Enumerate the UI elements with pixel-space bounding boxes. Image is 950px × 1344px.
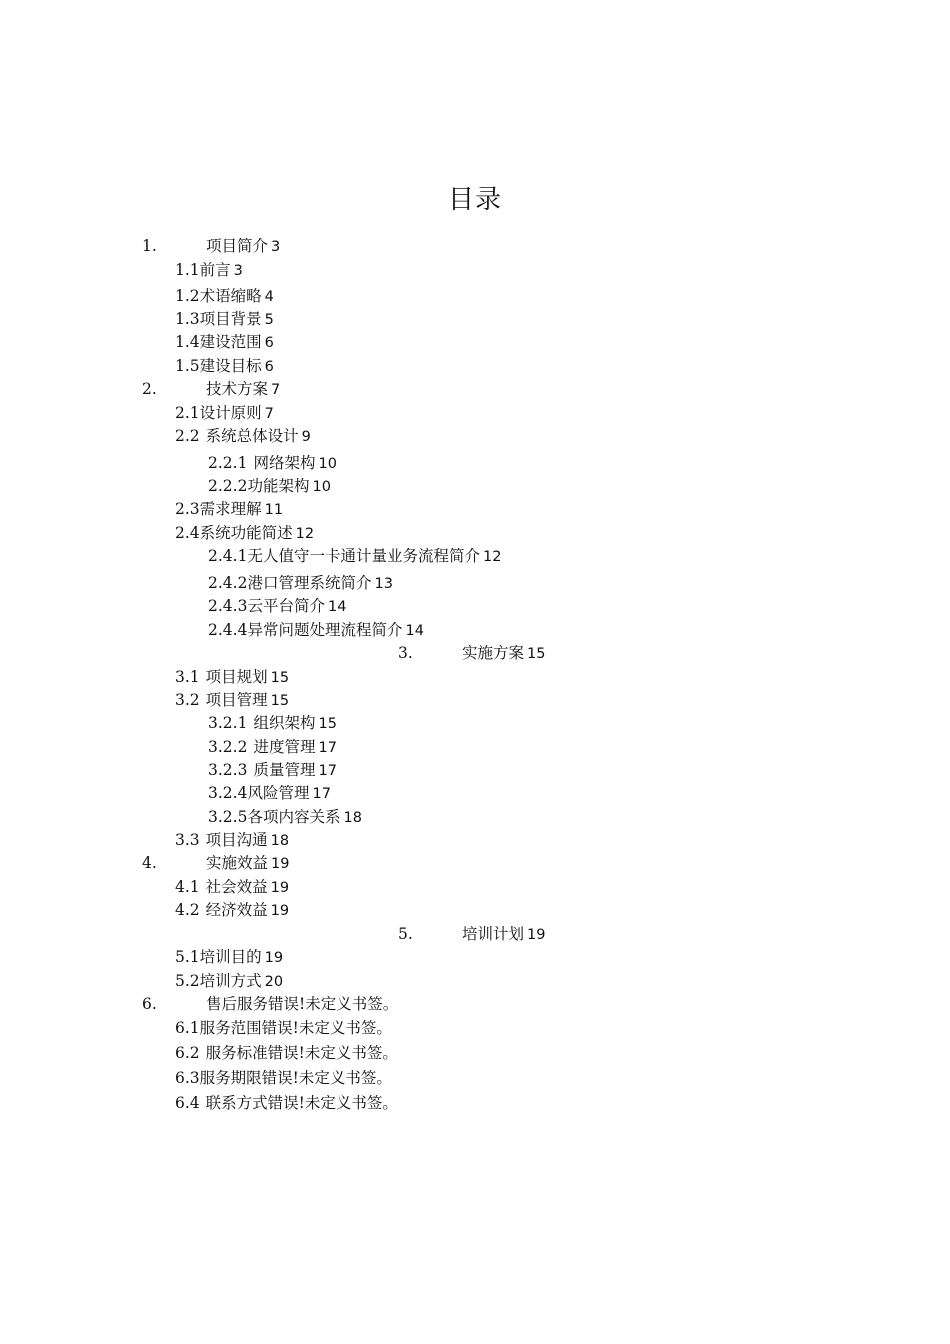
toc-entry-2-4[interactable] bbox=[175, 523, 314, 544]
toc-page-number: 20 bbox=[264, 974, 284, 990]
toc-entry-number: 5.1 bbox=[175, 948, 200, 966]
toc-entry-text: 前言 bbox=[199, 261, 231, 279]
toc-entry-6-number: 6. bbox=[142, 995, 157, 1013]
toc-entry-3-2[interactable] bbox=[175, 690, 289, 711]
toc-page-number: 19 bbox=[264, 950, 284, 966]
toc-entry-2-3[interactable] bbox=[175, 499, 283, 520]
toc-entry-number: 4.2 bbox=[175, 901, 200, 919]
toc-page-number: 15 bbox=[527, 646, 546, 662]
toc-entry-text: 服务标准错误!未定义书签。 bbox=[205, 1044, 398, 1062]
toc-entry-number: 3.1 bbox=[175, 668, 200, 686]
toc-entry-text: 经济效益 bbox=[205, 901, 268, 919]
toc-entry-6-1[interactable] bbox=[175, 1018, 395, 1039]
toc-page-number: 9 bbox=[301, 429, 311, 445]
toc-page-number: 12 bbox=[482, 549, 502, 565]
toc-page-number: 14 bbox=[405, 623, 424, 639]
toc-entry-5-1[interactable] bbox=[175, 947, 283, 968]
toc-entry-number: 6.1 bbox=[175, 1019, 200, 1037]
toc-entry-text: 设计原则 bbox=[199, 404, 262, 422]
toc-entry-text: 港口管理系统简介 bbox=[247, 574, 372, 592]
toc-page-number: 11 bbox=[264, 502, 284, 518]
toc-entry-number: 1.5 bbox=[175, 357, 200, 375]
toc-entry-3-1[interactable] bbox=[175, 667, 289, 688]
toc-entry-1-4[interactable] bbox=[175, 332, 274, 353]
toc-entry-number: 2.4.2 bbox=[208, 574, 248, 592]
toc-entry-text: 服务范围错误!未定义书签。 bbox=[199, 1019, 392, 1037]
toc-entry-number: 1.1 bbox=[175, 261, 200, 279]
toc-entry-text: 技术方案 bbox=[206, 380, 269, 398]
toc-entry-3-2-4[interactable] bbox=[208, 783, 331, 804]
toc-entry-text: 项目背景 bbox=[199, 310, 262, 328]
toc-entry-2-4-4[interactable] bbox=[208, 620, 424, 641]
toc-entry-text: 网络架构 bbox=[253, 454, 316, 472]
toc-entry-number: 3.2.4 bbox=[208, 784, 248, 802]
toc-entry-2-2[interactable] bbox=[175, 426, 311, 447]
toc-entry-3-2-2[interactable] bbox=[208, 737, 337, 758]
toc-entry-2-2-1[interactable] bbox=[208, 453, 337, 474]
toc-entry-number: 2.2.1 bbox=[208, 454, 248, 472]
toc-page-number: 18 bbox=[270, 833, 290, 849]
toc-entry-text: 实施方案 bbox=[462, 644, 525, 662]
toc-entry-text: 社会效益 bbox=[205, 878, 268, 896]
toc-entry-text: 进度管理 bbox=[253, 738, 316, 756]
toc-entry-1[interactable] bbox=[206, 236, 280, 257]
toc-entry-text: 培训方式 bbox=[199, 972, 262, 990]
toc-entry-3[interactable] bbox=[462, 643, 545, 664]
toc-entry-1-number: 1. bbox=[142, 237, 157, 255]
toc-page-number: 17 bbox=[318, 740, 337, 756]
toc-entry-text: 建设目标 bbox=[199, 357, 262, 375]
toc-entry-number: 2.1 bbox=[175, 404, 200, 422]
toc-entry-2-4-1[interactable] bbox=[208, 546, 501, 567]
toc-entry-4-2[interactable] bbox=[175, 900, 289, 921]
toc-page-number: 10 bbox=[318, 456, 337, 472]
toc-entry-text: 售后服务错误!未定义书签。 bbox=[206, 995, 399, 1013]
toc-entry-text: 联系方式错误!未定义书签。 bbox=[205, 1094, 398, 1112]
toc-entry-text: 项目规划 bbox=[205, 668, 268, 686]
toc-entry-2-number: 2. bbox=[142, 380, 157, 398]
toc-entry-5-2[interactable] bbox=[175, 971, 283, 992]
toc-entry-number: 2.3 bbox=[175, 500, 200, 518]
toc-entry-number: 1.3 bbox=[175, 310, 200, 328]
toc-entry-text: 功能架构 bbox=[247, 477, 310, 495]
toc-entry-number: 2.4.1 bbox=[208, 547, 248, 565]
toc-entry-4-number: 4. bbox=[142, 854, 157, 872]
toc-page-number: 14 bbox=[327, 599, 347, 615]
toc-entry-number: 3.3 bbox=[175, 831, 200, 849]
toc-entry-text: 组织架构 bbox=[253, 714, 316, 732]
toc-entry-2-4-3[interactable] bbox=[208, 596, 346, 617]
toc-entry-number: 1.2 bbox=[175, 287, 200, 305]
toc-entry-number: 5.2 bbox=[175, 972, 200, 990]
toc-entry-text: 风险管理 bbox=[247, 784, 310, 802]
toc-entry-number: 3.2 bbox=[175, 691, 200, 709]
toc-page-number: 6 bbox=[264, 359, 274, 375]
toc-entry-number: 3.2.2 bbox=[208, 738, 248, 756]
toc-entry-text: 术语缩略 bbox=[199, 287, 262, 305]
toc-page-number: 6 bbox=[264, 335, 274, 351]
toc-page-number: 3 bbox=[271, 239, 281, 255]
toc-page-number: 15 bbox=[270, 693, 290, 709]
toc-title: 目录 bbox=[447, 185, 502, 215]
toc-entry-text: 云平台简介 bbox=[247, 597, 325, 615]
toc-page-number: 12 bbox=[295, 526, 315, 542]
toc-entry-number: 3.2.1 bbox=[208, 714, 248, 732]
toc-entry-number: 6.4 bbox=[175, 1094, 200, 1112]
toc-page-number: 19 bbox=[270, 880, 290, 896]
toc-entry-text: 系统总体设计 bbox=[205, 427, 299, 445]
toc-entry-3-3[interactable] bbox=[175, 830, 289, 851]
toc-entry-1-2[interactable] bbox=[175, 286, 274, 307]
toc-page-number: 15 bbox=[318, 716, 337, 732]
toc-entry-6-3[interactable] bbox=[175, 1068, 395, 1089]
toc-entry-2-2-2[interactable] bbox=[208, 476, 331, 497]
toc-entry-text: 需求理解 bbox=[199, 500, 262, 518]
toc-page-number: 3 bbox=[233, 263, 243, 279]
toc-entry-2-4-2[interactable] bbox=[208, 573, 393, 594]
toc-page-number: 19 bbox=[270, 903, 290, 919]
toc-entry-text: 质量管理 bbox=[253, 761, 316, 779]
toc-entry-3-2-3[interactable] bbox=[208, 760, 337, 781]
toc-entry-5[interactable] bbox=[462, 924, 545, 945]
toc-entry-text: 项目管理 bbox=[205, 691, 268, 709]
toc-page-number: 7 bbox=[271, 382, 281, 398]
toc-page-number: 17 bbox=[312, 786, 331, 802]
toc-page-number: 19 bbox=[271, 856, 290, 872]
toc-entry-text: 培训目的 bbox=[199, 948, 262, 966]
toc-entry-number: 6.2 bbox=[175, 1044, 200, 1062]
toc-entry-3-number: 3. bbox=[398, 644, 413, 662]
toc-entry-3-2-5[interactable] bbox=[208, 807, 362, 828]
toc-entry-4[interactable] bbox=[206, 853, 289, 874]
toc-entry-number: 3.2.3 bbox=[208, 761, 248, 779]
toc-entry-2[interactable] bbox=[206, 379, 280, 400]
toc-page-number: 15 bbox=[270, 670, 290, 686]
toc-entry-text: 实施效益 bbox=[206, 854, 269, 872]
toc-page-number: 10 bbox=[312, 479, 331, 495]
toc-page-number: 7 bbox=[264, 406, 274, 422]
toc-entry-4-1[interactable] bbox=[175, 877, 289, 898]
toc-entry-1-3[interactable] bbox=[175, 309, 274, 330]
toc-entry-6-4[interactable] bbox=[175, 1093, 401, 1114]
toc-entry-number: 4.1 bbox=[175, 878, 200, 896]
toc-entry-text: 无人值守一卡通计量业务流程简介 bbox=[247, 547, 480, 565]
toc-entry-3-2-1[interactable] bbox=[208, 713, 337, 734]
toc-entry-1-5[interactable] bbox=[175, 356, 274, 377]
toc-entry-text: 服务期限错误!未定义书签。 bbox=[199, 1069, 392, 1087]
toc-entry-2-1[interactable] bbox=[175, 403, 274, 424]
toc-page-number: 19 bbox=[527, 927, 546, 943]
toc-entry-number: 2.2 bbox=[175, 427, 200, 445]
toc-entry-text: 培训计划 bbox=[462, 925, 525, 943]
toc-entry-text: 项目沟通 bbox=[205, 831, 268, 849]
toc-entry-number: 6.3 bbox=[175, 1069, 200, 1087]
toc-entry-number: 2.4 bbox=[175, 524, 200, 542]
toc-entry-number: 2.2.2 bbox=[208, 477, 248, 495]
toc-entry-text: 各项内容关系 bbox=[247, 808, 341, 826]
toc-page-number: 5 bbox=[264, 312, 274, 328]
toc-entry-text: 建设范围 bbox=[199, 333, 262, 351]
toc-page-number: 4 bbox=[264, 289, 274, 305]
toc-entry-number: 3.2.5 bbox=[208, 808, 248, 826]
toc-entry-number: 2.4.3 bbox=[208, 597, 248, 615]
toc-entry-5-number: 5. bbox=[398, 925, 413, 943]
toc-entry-number: 2.4.4 bbox=[208, 621, 248, 639]
toc-page-number: 17 bbox=[318, 763, 337, 779]
toc-page-number: 18 bbox=[343, 810, 362, 826]
toc-entry-6-2[interactable] bbox=[175, 1043, 401, 1064]
toc-entry-text: 项目简介 bbox=[206, 237, 269, 255]
toc-page-number: 13 bbox=[374, 576, 393, 592]
toc-entry-6[interactable] bbox=[206, 994, 401, 1015]
toc-entry-text: 异常问题处理流程简介 bbox=[247, 621, 403, 639]
toc-entry-1-1[interactable] bbox=[175, 260, 243, 281]
toc-entry-text: 系统功能简述 bbox=[199, 524, 293, 542]
toc-entry-number: 1.4 bbox=[175, 333, 200, 351]
